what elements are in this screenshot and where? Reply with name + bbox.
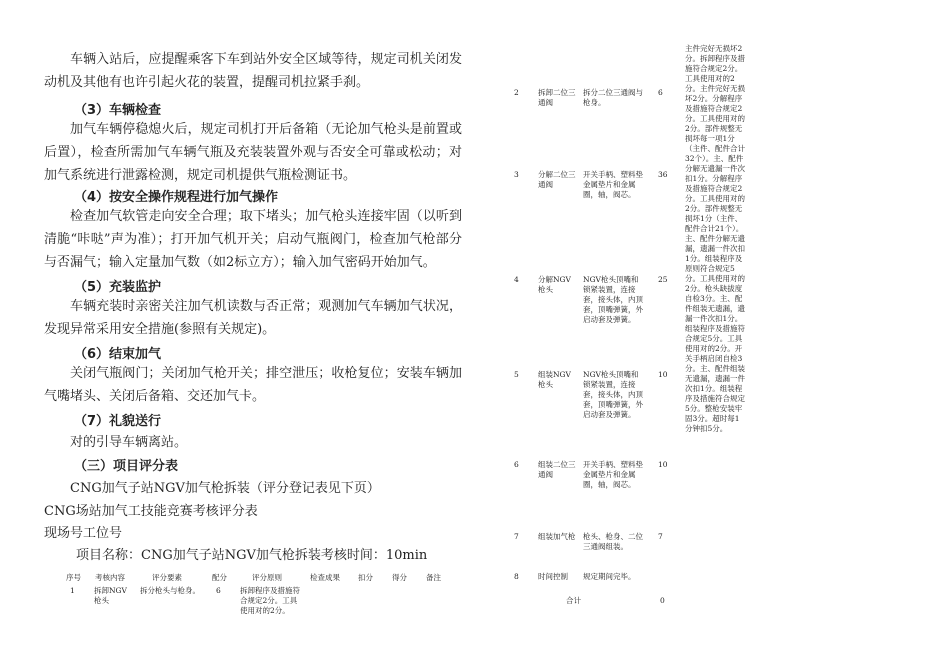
heading-safe-operation: （4）按安全操作规程进行加气操作: [74, 190, 279, 205]
row-content: 时间控制: [538, 572, 568, 581]
paragraph-send-off: 对的引导车辆离站。: [70, 435, 188, 450]
row-score: 36: [658, 170, 668, 179]
row-element: NGV枪头顶嘴和锁紧装置，连接套，接头体，内顶套，顶嘴弹簧，外启动套及弹簧。: [583, 275, 643, 324]
header-element: 评分要素: [152, 573, 182, 582]
header-result: 检查成果: [310, 573, 340, 582]
header-content: 考核内容: [95, 573, 125, 582]
row1-rule: 拆卸程序及措施符合规定2分。工具使用对的2分。: [240, 586, 300, 615]
row-score: 25: [658, 275, 668, 284]
header-score: 配分: [212, 573, 227, 582]
row-content: 分解二位三通阀: [538, 170, 576, 189]
row-score: 10: [658, 370, 668, 379]
row-content: 分解NGV枪头: [538, 275, 571, 294]
heading-scoring-table: （三）项目评分表: [74, 459, 179, 474]
header-no: 序号: [66, 573, 81, 582]
row-element: 开关手柄、塑料垫金属垫片和金属圈，轴，阀芯。: [583, 460, 643, 489]
row1-no: 1: [70, 586, 75, 595]
header-deduct: 扣分: [358, 573, 373, 582]
paragraph-vehicle-check: 加气车辆停稳熄火后，规定司机打开后备箱（无论加气枪头是前置或后置），检查所需加气车辆气瓶及充装装置外观与否安全可靠或松动；对加气系统进行泄露检测，规定司机提供气瓶检测证书。: [44, 122, 462, 183]
row-content: 组装二位三通阀: [538, 460, 576, 479]
row-score: 7: [658, 532, 663, 541]
row1-element: 拆分枪头与枪身。: [140, 586, 200, 595]
total-value: 0: [660, 596, 665, 605]
row1-content: 拆卸NGV枪头: [94, 586, 127, 605]
row-content: 组装加气枪: [538, 532, 576, 541]
row-no: 5: [514, 370, 519, 379]
row-no: 3: [514, 170, 519, 179]
competition-title: CNG场站加气工技能竞赛考核评分表: [44, 504, 258, 519]
row-no: 8: [514, 572, 519, 581]
row-element: 规定期间完毕。: [583, 572, 636, 581]
row-element: 枪头、枪身、二位三通阀组装。: [583, 532, 643, 551]
row-no: 6: [514, 460, 519, 469]
header-remark: 备注: [426, 573, 441, 582]
row-score: 6: [658, 88, 663, 97]
heading-send-off: （7）礼貌送行: [74, 414, 162, 429]
heading-fill-monitor: （5）充装监护: [74, 280, 162, 295]
row-no: 4: [514, 275, 519, 284]
row-element: 开关手柄、塑料垫金属垫片和金属圈，轴，阀芯。: [583, 170, 643, 199]
paragraph-fill-monitor: 车辆充装时亲密关注加气机读数与否正常；观测加气车辆加气状况，发现异常采用安全措施(参照有关规定)。: [44, 299, 462, 337]
header-rule: 评分原则: [252, 573, 282, 582]
station-number-line: 现场号工位号: [44, 526, 123, 541]
heading-end-fill: （6）结束加气: [74, 347, 162, 362]
row-content: 组装NGV枪头: [538, 370, 571, 389]
row-element: NGV枪头顶嘴和锁紧装置，连接套，接头体，内顶套，顶嘴弹簧，外启动套及弹簧。: [583, 370, 643, 419]
row-no: 2: [514, 88, 519, 97]
paragraph-vehicle-entry: 车辆入站后，应提醒乘客下车到站外安全区域等待，规定司机关闭发动机及其他有也许引起火花的装置，提醒司机拉紧手刹。: [44, 52, 462, 90]
row-no: 7: [514, 532, 519, 541]
header-got: 得分: [392, 573, 407, 582]
row-score: 10: [658, 460, 668, 469]
paragraph-safe-operation: 检查加气软管走向安全合理；取下堵头；加气枪头连接牢固（以听到清脆“咔哒”声为准）；打开加气机开关；启动气瓶阀门，检查加气枪部分与否漏气；输入定量加气数（如2标立方）；输入加气密码开始加气。: [44, 209, 462, 270]
row1-score: 6: [216, 586, 221, 595]
row-content: 拆卸二位三通阀: [538, 88, 576, 107]
heading-vehicle-check: （3）车辆检查: [74, 103, 162, 118]
total-label: 合计: [566, 596, 581, 605]
project-name-line: 项目名称：CNG加气子站NGV加气枪拆装考核时间：10min: [76, 548, 428, 563]
scoring-sheet-note: CNG加气子站NGV加气枪拆装（评分登记表见下页）: [70, 481, 380, 496]
row-element: 拆分二位三通阀与枪身。: [583, 88, 643, 107]
paragraph-end-fill: 关闭气瓶阀门；关闭加气枪开关；排空泄压；收枪复位；安装车辆加气嘴堵头、关闭后备箱、交还加气卡。: [44, 366, 462, 404]
scoring-rules-column: 主件完好无损坏2分。拆卸程序及措施符合规定2分。工具使用对的2分。主件完好无损坏2分。分解程序及措施符合规定2分。工具使用对的2分。部件规整无损坏每一项1分（主件、配件合计32个）。主、配件分解无遗漏一件次扣1分。分解程序及措施符合规定2分。工具使用对的2分。部件规整无损坏1分（主件、配件合计21个）。主、配件分解无遗漏，遗漏一件次扣1分。组装程序及原则符合规定5分。工具使用对的2分。枪头缺拔度自检3分。主、配件组装无遗漏，遗漏一件次扣1分。组装程序及措施符合规定5分。工具使用对的2分。开关手柄启闭自检3分。主、配件组装无遗漏，遗漏一件次扣1分。组装程序及措施符合规定5分。整枪安装牢固3分。超时每1分钟扣5分。: [685, 44, 745, 433]
